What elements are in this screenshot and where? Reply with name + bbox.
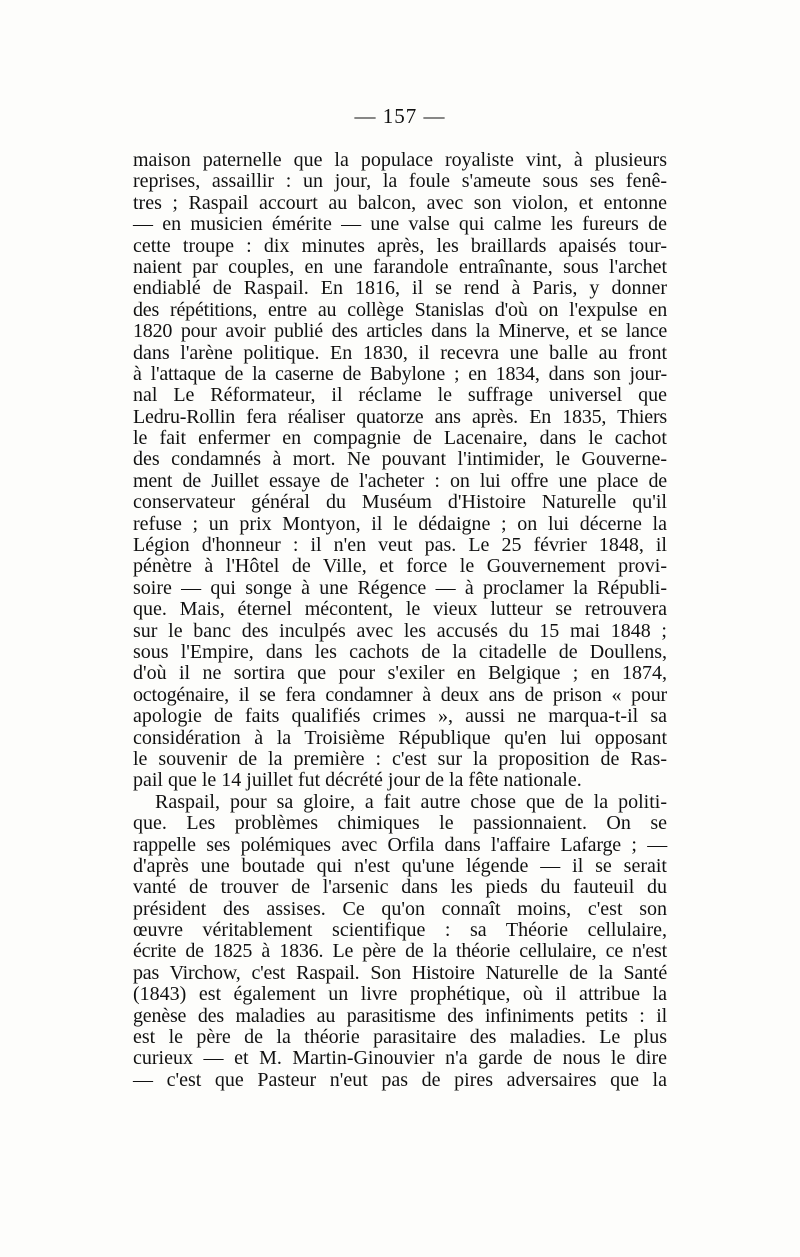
text-line: — c'est que Pasteur n'eut pas de pires adversaires que la xyxy=(133,1068,667,1091)
text-line: sur le banc des inculpés avec les accusés du 15 mai 1848 ; xyxy=(133,619,667,642)
text-line: des répétitions, entre au collège Stanislas d'où on l'expulse en xyxy=(133,298,667,321)
text-line: des condamnés à mort. Ne pouvant l'intimider, le Gouverne- xyxy=(133,448,667,471)
text-line: ment de Juillet essaye de l'acheter : on lui offre une place de xyxy=(133,469,667,492)
text-line: président des assises. Ce qu'on connaît moins, c'est son xyxy=(133,897,667,920)
text-line: (1843) est également un livre prophétique, où il attribue la xyxy=(133,983,667,1006)
text-line: écrite de 1825 à 1836. Le père de la théorie cellulaire, ce n'est xyxy=(133,940,667,963)
text-line: que. Mais, éternel mécontent, le vieux lutteur se retrouvera xyxy=(133,598,667,621)
text-line: pail que le 14 juillet fut décrété jour de la fête nationale. xyxy=(133,769,582,792)
text-line: à l'attaque de la caserne de Babylone ; en 1834, dans son jour- xyxy=(133,362,667,385)
text-line: naient par couples, en une farandole entraînante, sous l'archet xyxy=(133,255,667,278)
text-line: d'après une boutade qui n'est qu'une légende — il se serait xyxy=(133,854,667,877)
text-line: refuse ; un prix Montyon, il le dédaigne ; on lui décerne la xyxy=(133,512,667,535)
text-line: curieux — et M. Martin-Ginouvier n'a garde de nous le dire xyxy=(133,1047,667,1070)
text-line: reprises, assaillir : un jour, la foule s'ameute sous ses fenê- xyxy=(133,170,667,193)
text-line: octogénaire, il se fera condamner à deux ans de prison « pour xyxy=(133,683,667,706)
paragraph-2 xyxy=(133,792,667,1091)
text-line: tres ; Raspail accourt au balcon, avec son violon, et entonne xyxy=(133,191,667,214)
paragraph-1 xyxy=(133,150,667,792)
text-line: rappelle ses polémiques avec Orfila dans l'affaire Lafarge ; — xyxy=(133,833,667,856)
text-line: dans l'arène politique. En 1830, il recevra une balle au front xyxy=(133,341,667,364)
text-line: considération à la Troisième République qu'en lui opposant xyxy=(133,726,667,749)
text-line: Légion d'honneur : il n'en veut pas. Le 25 février 1848, il xyxy=(133,534,667,557)
text-line: maison paternelle que la populace royaliste vint, à plusieurs xyxy=(133,149,667,171)
text-line: d'où il ne sortira que pour s'exiler en Belgique ; en 1874, xyxy=(133,662,667,685)
text-line: œuvre véritablement scientifique : sa Théorie cellulaire, xyxy=(133,919,667,942)
text-line: genèse des maladies au parasitisme des infiniments petits : il xyxy=(133,1004,667,1027)
text-line: nal Le Réformateur, il réclame le suffrage universel que xyxy=(133,384,667,407)
text-line: cette troupe : dix minutes après, les braillards apaisés tour- xyxy=(133,234,667,257)
text-line: le fait enfermer en compagnie de Lacenaire, dans le cachot xyxy=(133,427,667,450)
text-line: vanté de trouver de l'arsenic dans les pieds du fauteuil du xyxy=(133,876,667,899)
body-text xyxy=(133,150,667,1091)
text-line: — en musicien émérite — une valse qui calme les fureurs de xyxy=(133,213,667,236)
text-line: pénètre à l'Hôtel de Ville, et force le Gouvernement provi- xyxy=(133,555,667,578)
text-line: que. Les problèmes chimiques le passionnaient. On se xyxy=(133,812,667,835)
text-line: conservateur général du Muséum d'Histoire Naturelle qu'il xyxy=(133,491,667,514)
page-number: — 157 — xyxy=(354,104,446,128)
text-line: est le père de la théorie parasitaire des maladies. Le plus xyxy=(133,1026,667,1049)
text-line: Ledru-Rollin fera réaliser quatorze ans après. En 1835, Thiers xyxy=(133,405,667,428)
text-line: endiablé de Raspail. En 1816, il se rend à Paris, y donner xyxy=(133,277,667,300)
text-line: apologie de faits qualifiés crimes », aussi ne marqua-t-il sa xyxy=(133,705,667,728)
text-line: 1820 pour avoir publié des articles dans la Minerve, et se lance xyxy=(133,320,667,343)
text-line: soire — qui songe à une Régence — à proclamer la Républi- xyxy=(133,576,667,599)
text-line: sous l'Empire, dans les cachots de la citadelle de Doullens, xyxy=(133,640,667,663)
text-line: le souvenir de la première : c'est sur la proposition de Ras- xyxy=(133,747,667,770)
text-line: pas Virchow, c'est Raspail. Son Histoire Naturelle de la Santé xyxy=(133,961,667,984)
text-line: Raspail, pour sa gloire, a fait autre chose que de la politi- xyxy=(155,790,667,813)
